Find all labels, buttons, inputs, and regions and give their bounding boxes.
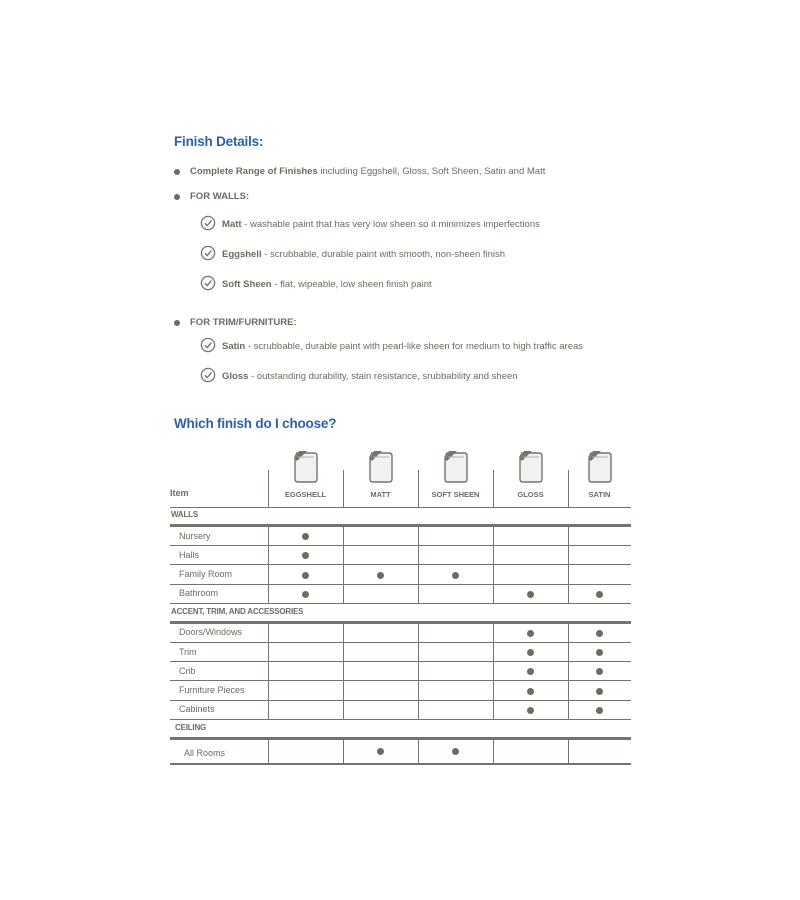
walls-item-text: - washable paint that has very low sheen so it minimizes imperfections [241,219,540,230]
filled-dot-icon [302,552,309,559]
column-rule [568,470,569,507]
filled-dot-icon [302,591,309,598]
column-rule [568,740,569,764]
row-rule [170,763,631,765]
finish-details-title: Finish Details: [174,134,264,149]
row-rule [170,680,631,681]
filled-dot-icon [596,649,603,656]
paint-pouch-icon [293,449,319,483]
paint-pouch-icon [443,449,469,483]
column-rule [268,740,269,764]
column-header-gloss: GLOSS [517,490,544,499]
check-circle-icon [200,367,216,383]
row-rule [170,719,631,720]
filled-dot-icon [596,630,603,637]
column-rule [343,470,344,507]
section-rule [170,737,631,740]
item-column-header: Item [170,488,189,498]
section-rule [170,524,631,527]
column-rule [568,624,569,720]
table-row-label: Furniture Pieces [179,685,245,695]
filled-dot-icon [596,707,603,714]
paint-pouch-icon [587,449,613,483]
walls-item-bold: Eggshell [222,249,262,260]
column-rule [343,624,344,720]
row-rule [170,564,631,565]
section-label: WALLS [171,510,198,519]
check-circle-icon [200,245,216,261]
section-label: ACCENT, TRIM, AND ACCESSORIES [171,606,304,616]
trim-item-bold: Gloss [222,371,249,382]
check-circle-icon [200,215,216,231]
row-rule [170,584,631,585]
row-rule [170,545,631,546]
range-text: including Eggshell, Gloss, Soft Sheen, Satin and Matt [317,166,546,177]
check-circle-icon [200,275,216,291]
paint-pouch-icon [368,449,394,483]
filled-dot-icon [527,649,534,656]
filled-dot-icon [302,572,309,579]
walls-item-text: - flat, wipeable, low sheen finish paint [271,279,432,290]
trim-item-bold: Satin [222,341,246,352]
table-row-label: Family Room [179,569,233,579]
filled-dot-icon [527,668,534,675]
table-row-label: Cabinets [179,704,215,715]
column-rule [418,527,419,604]
column-rule [343,740,344,764]
column-rule [493,470,494,507]
table-row-label: Halls [179,549,200,560]
section-rule [170,621,631,624]
table-row-label: All Rooms [184,747,226,758]
row-rule [170,661,631,662]
table-row-label: Crib [179,665,196,676]
range-bold: Complete Range of Finishes [190,166,318,177]
filled-dot-icon [596,668,603,675]
filled-dot-icon [452,748,459,755]
walls-item-text: - scrubbable, durable paint with smooth, non-sheen finish [261,249,506,260]
trim-item-text: - scrubbable, durable paint with pearl-like sheen for medium to high traffic areas [245,341,584,352]
filled-dot-icon [596,688,603,695]
table-row-label: Bathroom [179,588,219,599]
table-row-label: Doors/Windows [179,627,243,638]
chooser-title: Which finish do I choose? [174,416,337,431]
trim-heading: FOR TRIM/FURNITURE: [190,317,297,328]
filled-dot-icon [527,591,534,598]
column-header-satin: SATIN [588,490,611,499]
table-row-label: Nursery [179,530,211,541]
finish-chooser-table [170,440,631,770]
column-rule [418,470,419,507]
row-rule [170,700,631,701]
column-rule [268,624,269,720]
column-rule [568,527,569,604]
filled-dot-icon [527,707,534,714]
walls-item-bold: Soft Sheen [222,279,272,290]
filled-dot-icon [302,533,309,540]
filled-dot-icon [527,688,534,695]
table-row-label: Trim [179,646,197,657]
column-rule [418,624,419,720]
filled-dot-icon [596,591,603,598]
column-rule [268,470,269,507]
column-rule [493,740,494,764]
bullet-dot-icon [174,320,180,326]
column-rule [268,527,269,604]
column-header-matt: MATT [370,490,391,499]
filled-dot-icon [527,630,534,637]
check-circle-icon [200,337,216,353]
bullet-dot-icon [174,194,180,200]
column-header-eggshell: EGGSHELL [284,490,327,499]
row-rule [170,642,631,643]
header-rule [170,507,631,508]
walls-heading: FOR WALLS: [190,191,250,202]
column-rule [418,740,419,764]
row-rule [170,603,631,604]
section-label: CEILING [175,722,207,732]
walls-item-bold: Matt [222,219,242,230]
filled-dot-icon [377,572,384,579]
column-rule [493,624,494,720]
column-rule [493,527,494,604]
column-header-soft-sheen: SOFT SHEEN [431,490,480,499]
bullet-dot-icon [174,169,180,175]
filled-dot-icon [377,748,384,755]
trim-item-text: - outstanding durability, stain resistance, srubbability and sheen [248,371,518,382]
filled-dot-icon [452,572,459,579]
column-rule [343,527,344,604]
paint-pouch-icon [518,449,544,483]
